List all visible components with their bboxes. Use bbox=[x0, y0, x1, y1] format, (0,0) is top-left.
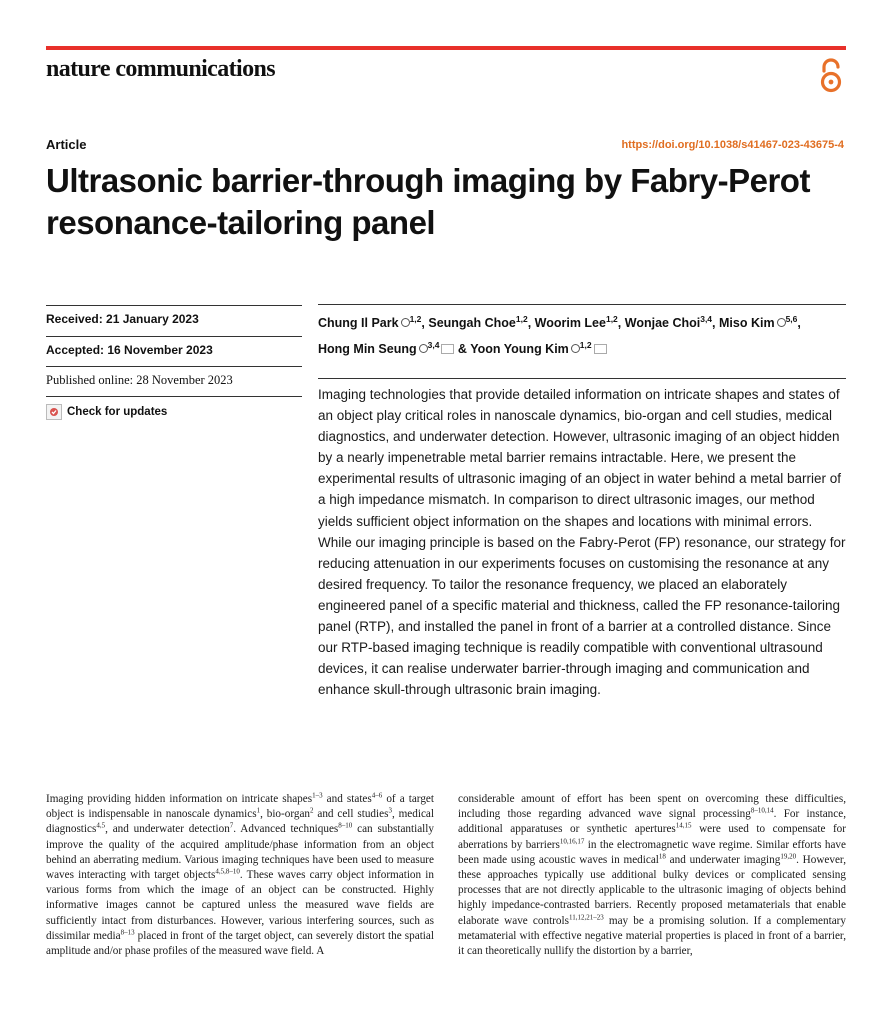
author-affiliation: 1,2 bbox=[605, 314, 618, 324]
author-name-text: Hong Min Seung bbox=[318, 342, 417, 357]
author-name[interactable] bbox=[625, 316, 712, 330]
author-name-text: Seungah Choe bbox=[428, 316, 516, 331]
citation-ref[interactable]: 7 bbox=[229, 821, 234, 830]
author-affiliation: 3,4 bbox=[700, 314, 713, 324]
orcid-icon[interactable] bbox=[571, 344, 580, 353]
citation-ref[interactable]: 4,5 bbox=[96, 821, 106, 830]
meta-divider bbox=[46, 396, 302, 397]
author-affiliation: 1,2 bbox=[409, 314, 422, 324]
citation-ref[interactable]: 1 bbox=[256, 806, 261, 815]
citation-ref[interactable]: 2 bbox=[310, 806, 314, 815]
author-name[interactable] bbox=[428, 316, 527, 330]
citation-ref[interactable]: 14,15 bbox=[675, 821, 692, 830]
author-name[interactable] bbox=[318, 316, 421, 330]
accepted-date: Accepted: 16 November 2023 bbox=[46, 343, 213, 357]
published-date: Published online: 28 November 2023 bbox=[46, 373, 233, 387]
orcid-icon[interactable] bbox=[419, 344, 428, 353]
author-name[interactable] bbox=[318, 342, 454, 356]
abstract-divider bbox=[318, 378, 846, 379]
check-updates-label: Check for updates bbox=[67, 406, 168, 418]
header-accent-bar bbox=[46, 46, 846, 50]
citation-ref[interactable]: 8–13 bbox=[120, 928, 135, 937]
citation-ref[interactable]: 4–6 bbox=[371, 791, 383, 800]
citation-ref[interactable]: 8–10 bbox=[338, 821, 353, 830]
citation-ref[interactable]: 11,12,21–23 bbox=[568, 912, 604, 921]
citation-ref[interactable]: 8–10,14 bbox=[750, 806, 774, 815]
author-affiliation: 5,6 bbox=[785, 314, 798, 324]
orcid-icon[interactable] bbox=[777, 318, 786, 327]
meta-divider bbox=[46, 366, 302, 367]
author-name[interactable] bbox=[470, 342, 606, 356]
check-updates-icon bbox=[46, 404, 62, 420]
body-text-left-column: Imaging providing hidden information on intricate shapes$^{1-3}$ and states$^{4-6}$ of a target object is indispensable in nanoscale dynamics$^1$, bio-organ$^2$ and cell studies$^3$, medical diagnostics$^{4,5}$, and underwater detection$^7$. Advanced techniques$^{8-10}$ can substantially improve the quality of the acquired amplitude/phase information from an object behind an aberrating medium. Various imaging techniques have been used to measure waves interacting with target objects$^{4,5,8-10}$. These waves carry object information in various forms from which the image of an object can be constructed. Highly informative images cannot be captured unless the measured wave fields are sufficiently intact from disturbances. However, various interfering sources, such as dissimilar media$^{8-13}$ placed in front of the target object, can severely distort the spatial amplitude and/or phase profiles of the measured wave field. A bbox=[46, 791, 434, 958]
author-name-text: Wonjae Choi bbox=[624, 316, 701, 331]
journal-name: nature communications bbox=[46, 56, 275, 82]
citation-ref[interactable]: 3 bbox=[388, 806, 392, 815]
article-title: Ultrasonic barrier-through imaging by Fabry-Perot resonance-tailoring panel bbox=[46, 162, 810, 241]
author-name[interactable] bbox=[719, 316, 797, 330]
abstract: Imaging technologies that provide detailed information on intricate shapes and states of an object play critical roles in nanoscale dynamics, bio-organ and cell studies, medical diagnostics, and underwater detection. However, ultrasonic imaging of an object hidden by a nearly impenetrable metal barrier remains intractable. Here, we present the experimental results of ultrasonic imaging of an object in water behind a metal barrier of a high impedance mismatch. In comparison to direct ultrasonic images, our method yields sufficient object information on the shapes and locations with minimal errors. While our imaging principle is based on the Fabry-Perot (FP) resonance, our strategy for reducing attenuation in our experiments focuses on customising the resonance at any desired frequency. To tailor the resonance frequency, we placed an elaborately engineered panel of a specific material and thickness, called the FP resonance-tailoring panel (RTP), and installed the panel in front of a barrier at a controlled distance. Since our RTP-based imaging technique is readily compatible with conventional ultrasound devices, it can realise underwater barrier-through imaging and communication and enhance skull-through ultrasonic brain imaging. bbox=[318, 387, 846, 698]
citation-ref[interactable]: 18 bbox=[658, 852, 666, 861]
article-type-label: Article bbox=[46, 137, 87, 152]
open-access-icon bbox=[818, 58, 844, 94]
citation-ref[interactable]: 10,16,17 bbox=[559, 836, 585, 845]
received-date: Received: 21 January 2023 bbox=[46, 312, 199, 326]
author-name-text: Yoon Young Kim bbox=[470, 342, 569, 357]
check-for-updates-button[interactable] bbox=[46, 404, 167, 420]
citation-ref[interactable]: 1–3 bbox=[312, 791, 323, 800]
email-icon[interactable] bbox=[594, 344, 607, 354]
author-list: Chung Il Park $^{1,2}$, Seungah Choe$^{1,2}$, Woorim Lee$^{1,2}$, Wonjae Choi$^{3,4}$, Miso Kim $^{5,6}$, Hong Min Seung $^{3,4}$ & Yoon Young Kim $^{1,2}$ bbox=[318, 314, 801, 357]
meta-divider bbox=[46, 336, 302, 337]
orcid-icon[interactable] bbox=[401, 318, 410, 327]
citation-ref[interactable]: 4,5,8–10 bbox=[215, 867, 240, 876]
doi-link[interactable]: https://doi.org/10.1038/s41467-023-43675-4 bbox=[621, 139, 844, 151]
authors-divider bbox=[318, 304, 846, 305]
body-text-right-column: considerable amount of effort has been spent on overcoming these difficulties, including those regarding advanced wave signal processing$^{8-10,14}$. For instance, additional apparatuses or synthetic apertures$^{14,15}$ were used to compensate for aberrations by barriers$^{10,16,17}$ in the electromagnetic wave regime. Similar efforts have been made using acoustic waves in medical$^{18}$ and underwater imaging$^{19,20}$. However, these approaches typically use additional bulky devices or complicated sensing processes that are not directly applicable to the ultrasonic imaging of objects behind highly impedance-contrasted barriers. Recently proposed metamaterials that enable elaborate wave controls$^{11,12,21-23}$ may be a promising solution. If a complementary metamaterial with effective negative material properties is placed in front of a barrier, it can theoretically nullify the distortion by a barrier, bbox=[458, 793, 847, 958]
email-icon[interactable] bbox=[441, 344, 454, 354]
author-name[interactable] bbox=[535, 316, 618, 330]
author-affiliation: 3,4 bbox=[427, 340, 440, 351]
citation-ref[interactable]: 19,20 bbox=[780, 852, 797, 861]
author-affiliation: 1,2 bbox=[579, 340, 592, 351]
author-affiliation: 1,2 bbox=[515, 314, 528, 324]
author-name-text: Miso Kim bbox=[719, 316, 775, 331]
meta-divider bbox=[46, 305, 302, 306]
author-name-text: Woorim Lee bbox=[534, 316, 606, 331]
author-name-text: Chung Il Park bbox=[318, 316, 399, 331]
